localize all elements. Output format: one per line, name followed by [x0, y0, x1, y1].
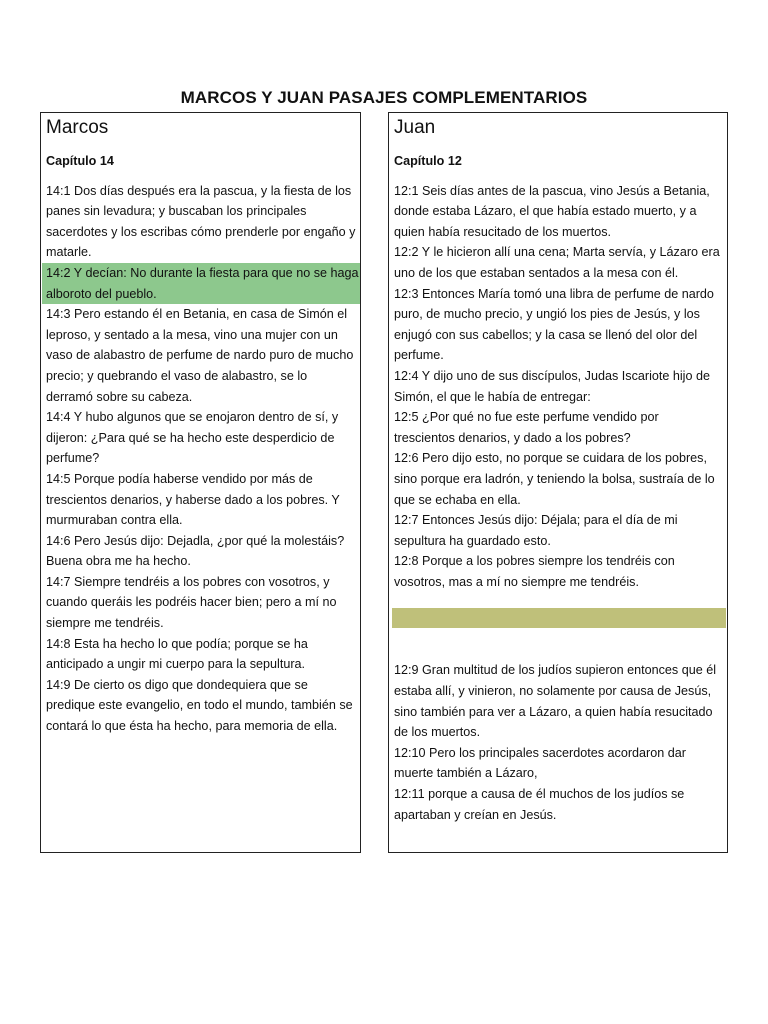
page-title: MARCOS Y JUAN PASAJES COMPLEMENTARIOS — [180, 88, 588, 107]
verse-14-6: 14:6 Pero Jesús dijo: Dejadla, ¿por qué la molestáis? Buena obra me ha hecho. — [46, 533, 345, 569]
marcos-chapter: Capítulo 14 — [46, 154, 114, 168]
verse-14-4: 14:4 Y hubo algunos que se enojaron dentro de sí, y dijeron: ¿Para qué se ha hecho este desperdicio de perfume? — [46, 410, 339, 466]
verse-12-1: 12:1 Seis días antes de la pascua, vino Jesús a Betania, donde estaba Lázaro, el que había estado muerto, y a quien había resucitado de los muertos. — [394, 183, 710, 239]
verse-12-6: 12:6 Pero dijo esto, no porque se cuidara de los pobres, sino porque era ladrón, y teniendo la bolsa, sustraía de lo que se echaba en ella. — [394, 451, 715, 507]
verse-14-8: 14:8 Esta ha hecho lo que podía; porque se ha anticipado a ungir mi cuerpo para la sepultura. — [46, 636, 308, 672]
verse-12-7: 12:7 Entonces Jesús dijo: Déjala; para el día de mi sepultura ha guardado esto. — [394, 513, 678, 548]
verse-12-9: 12:9 Gran multitud de los judíos supieron entonces que él estaba allí, y vinieron, no solamente por causa de Jesús, sino también para ver a Lázaro, a quien había resucitado de los muertos. — [394, 663, 717, 740]
highlight-bar — [392, 608, 726, 628]
marcos-column — [40, 112, 361, 853]
verse-14-3: 14:3 Pero estando él en Betania, en casa de Simón el leproso, y sentado a la mesa, vino una mujer con un vaso de alabastro de perfume de nardo puro de mucho precio; y quebrando el vaso de alabastro, se lo derramó sobre su cabeza. — [46, 307, 354, 404]
verse-14-7: 14:7 Siempre tendréis a los pobres con vosotros, y cuando queráis les podréis hacer bien; pero a mí no siempre me tendréis. — [46, 574, 337, 631]
verse-14-1: 14:1 Dos días después era la pascua, y la fiesta de los panes sin levadura; y buscaban los principales sacerdotes y los escribas cómo prenderle por engaño y matarle. — [46, 183, 356, 260]
juan-heading: Juan — [394, 117, 436, 138]
juan-chapter: Capítulo 12 — [394, 154, 462, 168]
verse-14-2-highlighted: 14:2 Y decían: No durante la fiesta para que no se haga alboroto del pueblo. — [42, 263, 360, 304]
marcos-heading: Marcos — [46, 117, 109, 138]
verse-14-5: 14:5 Porque podía haberse vendido por más de trescientos denarios, y haberse dado a los pobres. Y murmuraban contra ella. — [46, 471, 340, 528]
verse-12-2: 12:2 Y le hicieron allí una cena; Marta servía, y Lázaro era uno de los que estaban sentados a la mesa con él. — [394, 245, 720, 280]
verse-12-8: 12:8 Porque a los pobres siempre los tendréis con vosotros, mas a mí no siempre me tendréis. — [394, 554, 675, 589]
verse-12-3: 12:3 Entonces María tomó una libra de perfume de nardo puro, de mucho precio, y ungió los pies de Jesús, y los enjugó con sus cabellos; y la casa se llenó del olor del perfume. — [394, 286, 714, 363]
verse-12-11: 12:11 porque a causa de él muchos de los judíos se apartaban y creían en Jesús. — [394, 787, 685, 822]
verse-12-10: 12:10 Pero los principales sacerdotes acordaron dar muerte también a Lázaro, — [394, 745, 686, 781]
verse-12-5: 12:5 ¿Por qué no fue este perfume vendido por trescientos denarios, y dado a los pobres? — [394, 410, 659, 445]
juan-column — [388, 112, 728, 853]
verse-14-9: 14:9 De cierto os digo que dondequiera que se predique este evangelio, en todo el mundo, también se contará lo que ésta ha hecho, para memoria de ella. — [46, 677, 353, 734]
verse-12-4: 12:4 Y dijo uno de sus discípulos, Judas Iscariote hijo de Simón, el que le había de entregar: — [394, 368, 710, 404]
